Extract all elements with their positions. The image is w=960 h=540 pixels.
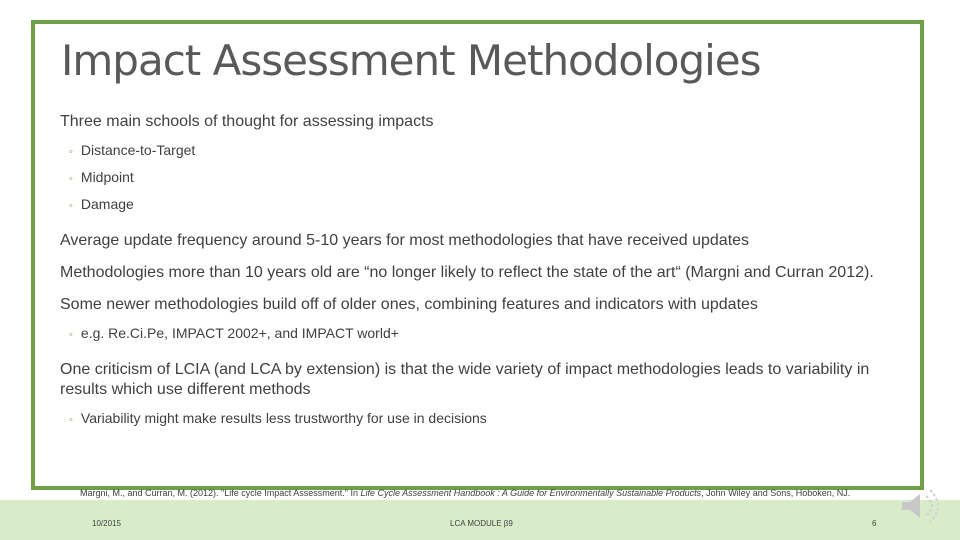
sub-bullet: ◦ Variability might make results less trustworthy for use in decisions	[69, 410, 487, 426]
bullet-block	[60, 295, 880, 348]
sub-bullet: ◦ Midpoint	[69, 169, 134, 185]
footer-date: 10/2015	[92, 519, 121, 528]
slide-title: Impact Assessment Methodologies	[61, 36, 761, 85]
sub-bullet-list	[60, 321, 880, 348]
slide-content	[60, 112, 880, 445]
sub-bullet: ◦ Distance-to-Target	[69, 142, 196, 158]
bullet-text: Average update frequency around 5-10 years for most methodologies that have received updates	[60, 232, 750, 249]
sub-bullet-list	[60, 138, 880, 219]
bullet-marker-icon: ◦	[69, 173, 73, 185]
bullet-text: Three main schools of thought for assessing impacts	[60, 113, 434, 130]
bullet-text: Some newer methodologies build off of older ones, combining features and indicators with updates	[60, 296, 758, 313]
speaker-icon[interactable]	[898, 486, 948, 526]
footer-module: LCA MODULE β9	[450, 519, 513, 528]
bullet-marker-icon: ◦	[69, 146, 73, 158]
sub-bullet-list	[60, 406, 880, 433]
bullet-marker-icon: ◦	[69, 414, 73, 426]
reference-citation: Margni, M., and Curran, M. (2012). "Life cycle Impact Assessment." In Life Cycle Assessment Handbook : A Guide for Environmentally Sustainable Products, John Wiley and Sons, Hoboken, NJ.	[80, 488, 851, 498]
footer-page-number: 6	[872, 519, 877, 528]
bullet-marker-icon: ◦	[69, 200, 73, 212]
bullet-marker-icon: ◦	[69, 329, 73, 341]
bullet-text: One criticism of LCIA (and LCA by extension) is that the wide variety of impact methodologies leads to variability in results which use different methods	[60, 361, 870, 398]
bullet-block	[60, 112, 880, 219]
sub-bullet: ◦ Damage	[69, 196, 134, 212]
sub-bullet: ◦ e.g. Re.Ci.Pe, IMPACT 2002+, and IMPACT world+	[69, 325, 399, 341]
bullet-text: Methodologies more than 10 years old are “no longer likely to reflect the state of the art“ (Margni and Curran 2012).	[60, 264, 874, 281]
bullet-block	[60, 360, 880, 433]
bullet-block	[60, 263, 880, 283]
bullet-block	[60, 231, 880, 251]
